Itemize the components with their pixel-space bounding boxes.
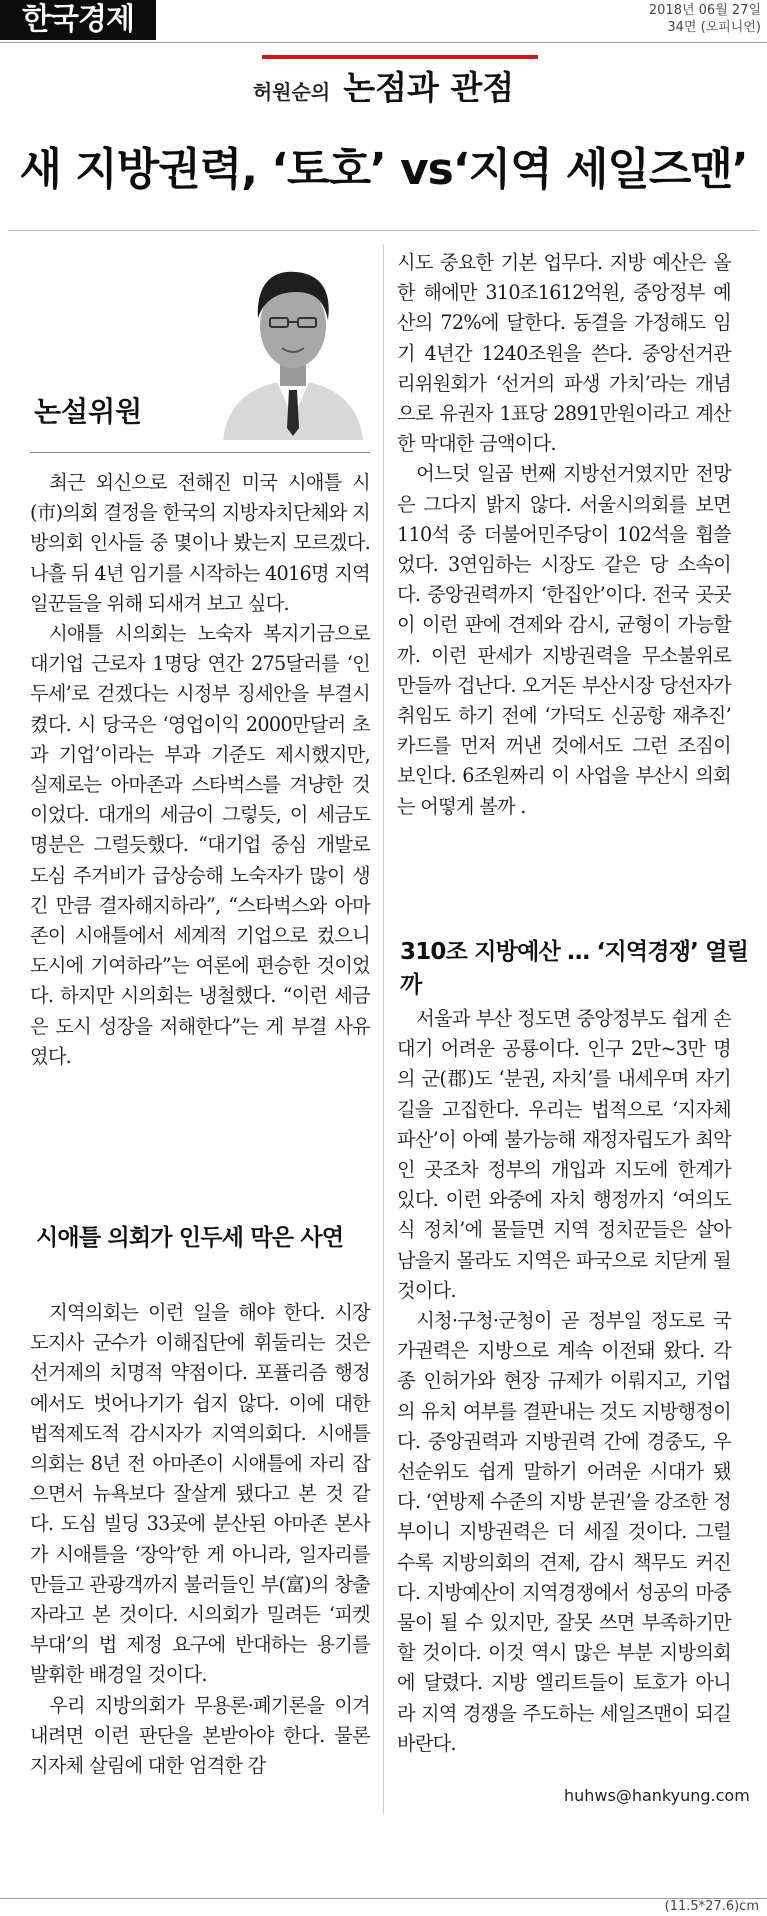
right-subheading: 310조 지방예산 … ‘지역경쟁’ 열릴까: [400, 939, 749, 998]
headline-divider: [8, 230, 759, 231]
author-portrait-image: [218, 248, 368, 440]
paragraph: 지역의회는 이런 일을 해야 한다. 시장 도지사 군수가 이해집단에 휘둘리는 것은 선거제의 치명적 약점이다. 포퓰리즘 행정에서도 벗어나기가 쉽지 않다. 이에 대한 법적제도적 감시자가 지역의회다. 시애틀 의회는 8년 전 아마존이 시애틀에 자리 잡으면서 뉴욕보다 잘살게 됐다고 본 것 같다. 도심 빌딩 33곳에 분산된 아마존 본사가 시애틀을 ‘장악’한 게 아니라, 일자리를 만들고 관광객까지 불러들인 부(富)의 창출자라고 본 것이다. 시의회가 밀려든 ‘피켓 부대’의 법 제정 요구에 반대하는 용기를 발휘한 배경일 것이다.: [30, 1301, 370, 1687]
headline: 새 지방권력, ‘토호’ vs‘지역 세일즈맨’: [19, 144, 748, 195]
column-title: 논점과 관점: [343, 68, 515, 107]
paragraph: 시청·구청·군청이 곧 정부일 정도로 국가권력은 지방으로 계속 이전돼 왔다. 각종 인허가와 현장 규제가 이뤄지고, 기업의 유치 여부를 결판내는 것도 지방행정이다. 중앙권력과 지방권력 간에 경중도, 우선순위도 쉽게 말하기 어려운 시대가 됐다. ‘연방제 수준의 지방 분권’을 강조한 정부이니 지방권력은 더 세질 것이다. 그럴수록 지방의회의 견제, 감시 책무도 커진다. 지방예산이 지역경쟁에서 성공의 마중물이 될 수 있지만, 잘못 쓰면 부족하기만 할 것이다. 이것 역시 많은 부분 지방의회에 달렸다. 지방 엘리트들이 토호가 아니라 지역 경쟁을 주도하는 세일즈맨이 되길 바란다.: [397, 1309, 731, 1755]
column-accent-bar: [262, 55, 538, 59]
bottom-divider: [0, 1898, 767, 1899]
issue-date: 2018년 06월 27일: [648, 3, 761, 18]
left-column-body-2: [30, 1298, 370, 1781]
paragraph: 서울과 부산 정도면 중앙정부도 쉽게 손대기 어려운 공룡이다. 인구 2만~3만 명의 군(郡)도 ‘분권, 자치’를 내세우며 자기 길을 고집한다. 우리는 법적으로 ‘지자체 파산’이 아예 불가능해 재정자립도가 최악인 곳조차 정부의 개입과 지도에 한계가 있다. 이런 와중에 자치 행정까지 ‘여의도식 정치’에 물들면 지역 정치꾼들은 살아남을지 몰라도 지역은 파국으로 치닫게 될 것이다.: [397, 1007, 731, 1302]
newspaper-logo: 한국경제: [0, 0, 156, 40]
column-divider: [383, 244, 384, 1814]
paragraph: 우리 지방의회가 무용론·폐기론을 이겨내려면 이런 판단을 본받아야 한다. 물론 지자체 살림에 대한 엄격한 감: [30, 1693, 370, 1778]
column-header: [0, 62, 767, 109]
article-size-note: (11.5*27.6)cm: [664, 1899, 759, 1914]
page-number: 34면 (오피니언): [667, 20, 761, 35]
top-divider: [0, 42, 767, 43]
right-column-body-1: [397, 248, 731, 822]
issue-meta: [649, 2, 761, 36]
column-author: 허원순의: [252, 80, 331, 104]
paragraph: 시애틀 시의회는 노숙자 복지기금으로 대기업 근로자 1명당 연간 275달러를 ‘인두세’로 걷겠다는 시정부 징세안을 부결시켰다. 시 당국은 ‘영업이익 2000만달러 초과 기업’이라는 부과 기준도 제시했지만, 실제로는 아마존과 스타벅스를 겨냥한 것이었다. 대개의 세금이 그렇듯, 이 세금도 명분은 그럴듯했다. “대기업 중심 개발로 도심 주거비가 급상승해 노숙자가 많이 생긴 만큼 결자해지하라”, “스타벅스와 아마존이 시애틀에서 세계적 기업으로 컸으니 도시에 기여하라”는 여론에 편승한 것이었다. 하지만 시의회는 냉철했다. “이런 세금은 도시 성장을 저해한다”는 게 부결 사유였다.: [30, 622, 370, 1068]
byline-divider: [30, 452, 370, 453]
right-column-body-2: [397, 1004, 731, 1759]
author-photo: [218, 248, 368, 440]
paragraph: 어느덧 일곱 번째 지방선거였지만 전망은 그다지 밝지 않다. 서울시의회를 보면 110석 중 더불어민주당이 102석을 휩쓸었다. 3연임하는 시장도 같은 당 소속이다. 중앙권력까지 ‘한집안’이다. 전국 곳곳이 이런 판에 견제와 감시, 균형이 가능할까. 이런 판세가 지방권력을 무소불위로 만들까 겁난다. 오거돈 부산시장 당선자가 취임도 하기 전에 ‘가덕도 신공항 재추진’ 카드를 먼저 꺼낸 것에서도 그런 조짐이 보인다. 6조원짜리 이 사업을 부산시 의회는 어떻게 볼까 .: [397, 462, 731, 818]
left-subheading: 시애틀 의회가 인두세 막은 사연: [36, 1225, 344, 1251]
paragraph: 최근 외신으로 전해진 미국 시애틀 시(市)의회 결정을 한국의 지방자치단체와 지방의회 인사들 중 몇이나 봤는지 모르겠다. 나흘 뒤 4년 임기를 시작하는 4016명 지역 일꾼들을 위해 되새겨 보고 싶다.: [30, 471, 370, 615]
masthead: [0, 0, 767, 42]
author-email: huhws@hankyung.com: [564, 1786, 750, 1805]
byline: 논설위원: [34, 395, 143, 428]
left-column-body-1: [30, 468, 370, 1072]
paragraph: 시도 중요한 기본 업무다. 지방 예산은 올 한 해에만 310조1612억원, 중앙정부 예산의 72%에 달한다. 동결을 가정해도 임기 4년간 1240조원을 쓴다. 중앙선거관리위원회가 ‘선거의 파생 가치’라는 개념으로 유권자 1표당 2891만원이라고 계산한 막대한 금액이다.: [397, 251, 731, 456]
